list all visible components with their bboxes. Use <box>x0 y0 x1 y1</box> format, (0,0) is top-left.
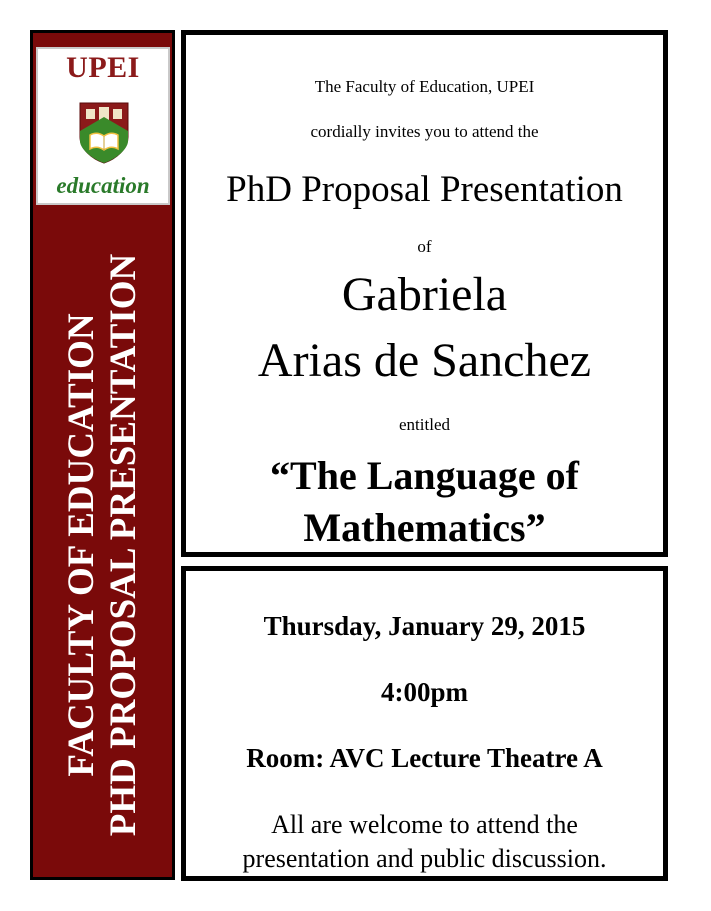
welcome-line2: presentation and public discussion. <box>242 844 607 873</box>
event-title: PhD Proposal Presentation <box>226 169 623 210</box>
presenter-first-name: Gabriela <box>341 268 508 321</box>
welcome-line1: All are welcome to attend the <box>271 810 578 839</box>
vertical-title <box>61 213 145 877</box>
event-room: Room: AVC Lecture Theatre A <box>246 743 603 773</box>
vertical-title-line2: PHD PROPOSAL PRESENTATION <box>102 253 144 837</box>
logo-upei-text: UPEI <box>66 51 140 84</box>
invite-line: cordially invites you to attend the <box>310 122 539 141</box>
talk-title-line1: “The Language of <box>270 453 579 498</box>
of-line: of <box>417 237 432 256</box>
invitation-panel <box>181 30 668 557</box>
upei-education-logo <box>36 47 170 205</box>
details-panel <box>181 566 668 881</box>
vertical-title-line1: FACULTY OF EDUCATION <box>60 313 102 777</box>
event-time: 4:00pm <box>381 677 468 707</box>
presenter-last-name: Arias de Sanchez <box>257 334 592 387</box>
talk-title-line2: Mathematics” <box>303 505 546 550</box>
event-date: Thursday, January 29, 2015 <box>263 611 586 641</box>
host-line: The Faculty of Education, UPEI <box>314 77 535 96</box>
entitled-line: entitled <box>399 415 450 434</box>
vertical-title-area <box>33 213 172 877</box>
logo-education-text: education <box>56 173 150 198</box>
sidebar-banner <box>30 30 175 880</box>
crest-book-icon <box>78 101 130 165</box>
